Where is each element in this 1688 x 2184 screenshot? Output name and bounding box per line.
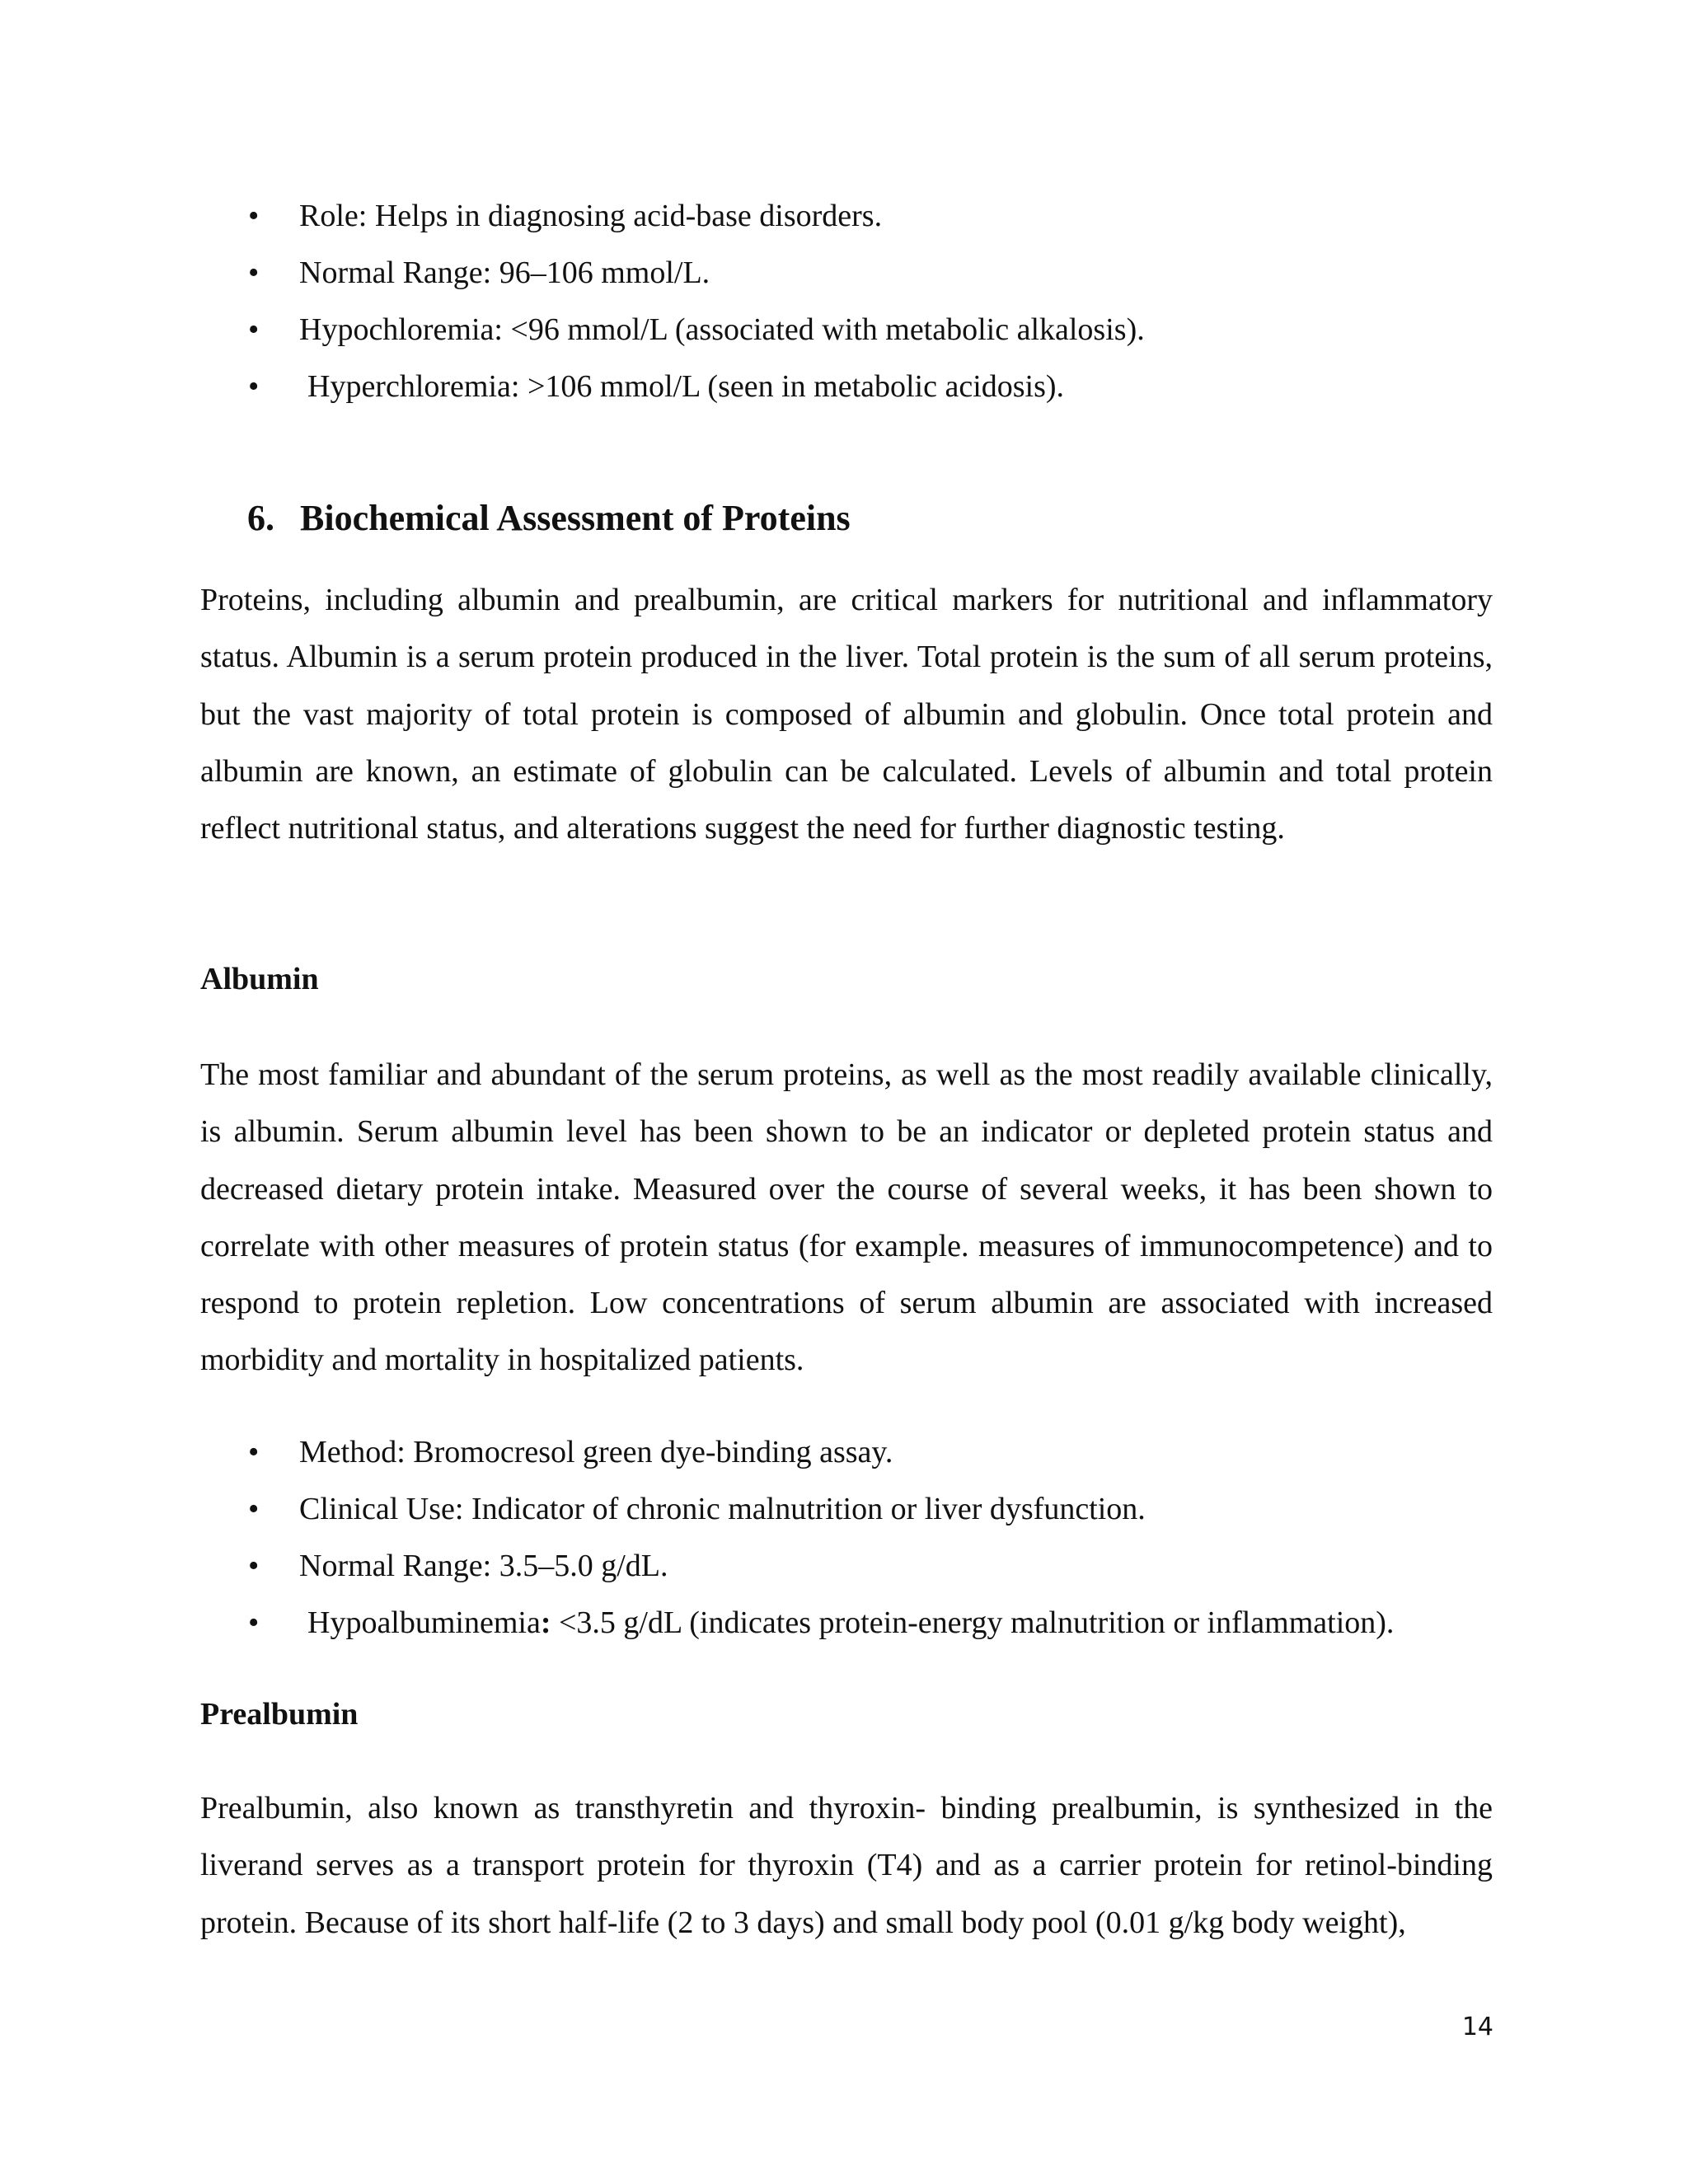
list-item-text: Role: Helps in diagnosing acid-base disorders. <box>299 199 883 233</box>
list-item-text: Normal Range: 96–106 mmol/L. <box>299 255 710 290</box>
list-item <box>200 302 1493 359</box>
section-title: Biochemical Assessment of Proteins <box>300 498 851 538</box>
list-item-text: Method: Bromocresol green dye-binding assay. <box>299 1435 893 1469</box>
albumin-paragraph: The most familiar and abundant of the serum proteins, as well as the most readily available clinically, is albumin. Serum albumin level has been shown to be an indicator or depleted protein status and decreased dietary protein intake. Measured over the course of several weeks, it has been shown to correlate with other measures of protein status (for example. measures of immunocompetence) and to respond to protein repletion. Low concentrations of serum albumin are associated with increased morbidity and mortality in hospitalized patients. <box>200 1057 1493 1378</box>
list-item <box>200 1481 1493 1538</box>
bullet-icon: • <box>248 1435 260 1469</box>
list-item-text: Hyperchloremia: >106 mmol/L (seen in metabolic acidosis). <box>307 369 1065 404</box>
prealbumin-paragraph: Prealbumin, also known as transthyretin and thyroxin- binding prealbumin, is synthesized in the liverand serves as a transport protein for thyroxin (T4) and as a carrier protein for retinol-binding protein. Because of its short half-life (2 to 3 days) and small body pool (0.01 g/kg body weight), <box>200 1791 1493 1940</box>
page-number: 14 <box>1461 2013 1493 2041</box>
prealbumin-paragraph-block <box>200 1780 1493 1952</box>
term-hypoalbuminemia: Hypoalbuminemia <box>307 1605 541 1640</box>
bullet-icon: • <box>248 1605 260 1640</box>
albumin-heading: Albumin <box>200 962 319 996</box>
chloride-bullet-list <box>200 188 1493 415</box>
bullet-icon: • <box>248 255 260 290</box>
list-item-text: Clinical Use: Indicator of chronic malnutrition or liver dysfunction. <box>299 1492 1146 1526</box>
list-item-text: Normal Range: 3.5–5.0 g/dL. <box>299 1549 668 1583</box>
list-item <box>200 1595 1493 1652</box>
list-item <box>200 245 1493 302</box>
list-item-text: Hypochloremia: <96 mmol/L (associated with metabolic alkalosis). <box>299 312 1145 347</box>
albumin-paragraph-block <box>200 1047 1493 1390</box>
intro-paragraph: Proteins, including albumin and prealbumin, are critical markers for nutritional and inflammatory status. Albumin is a serum protein produced in the liver. Total protein is the sum of all serum proteins, but the vast majority of total protein is composed of albumin and globulin. Once total protein and albumin are known, an estimate of globulin can be calculated. Levels of albumin and total protein reflect nutritional status, and alterations suggest the need for further diagnostic testing. <box>200 583 1493 846</box>
section-heading <box>247 490 851 547</box>
bullet-icon: • <box>248 369 260 404</box>
bullet-icon: • <box>248 1549 260 1583</box>
section-number: 6. <box>247 498 274 538</box>
intro-paragraph-block <box>200 572 1493 857</box>
bullet-icon: • <box>248 312 260 347</box>
bullet-icon: • <box>248 199 260 233</box>
term-colon: : <box>540 1605 551 1640</box>
list-item <box>200 1538 1493 1595</box>
list-item <box>200 188 1493 245</box>
bullet-icon: • <box>248 1492 260 1526</box>
list-item-text <box>299 1605 1394 1640</box>
list-item <box>200 359 1493 415</box>
prealbumin-heading: Prealbumin <box>200 1697 359 1732</box>
list-item <box>200 1424 1493 1481</box>
term-definition: <3.5 g/dL (indicates protein-energy malnutrition or inflammation). <box>551 1605 1395 1640</box>
albumin-bullet-list <box>200 1424 1493 1652</box>
